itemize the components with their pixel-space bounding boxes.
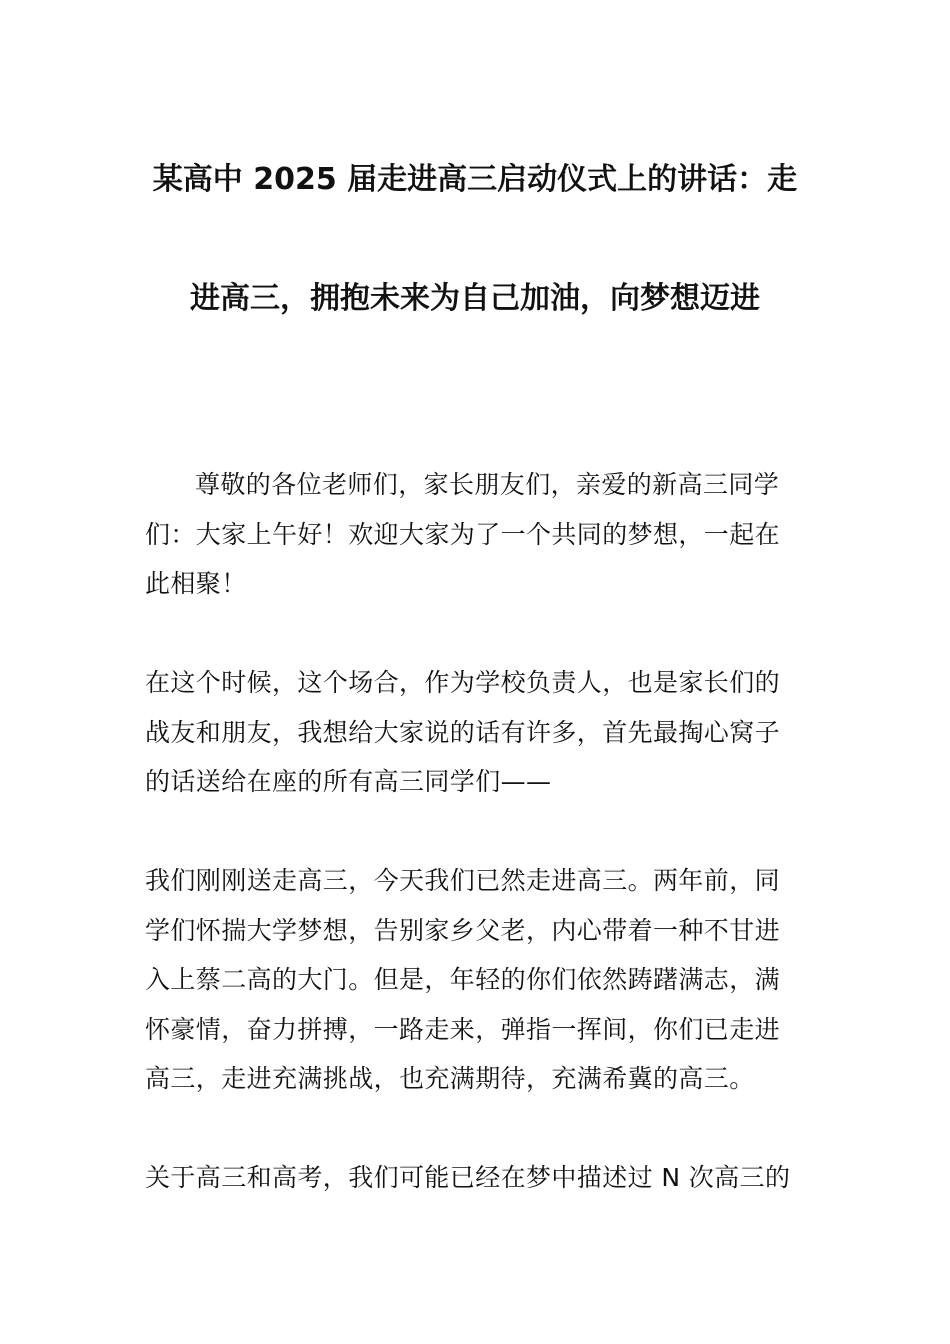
paragraph-line: 的话送给在座的所有高三同学们—— — [145, 767, 552, 797]
paragraph-line: 关于高三和高考，我们可能已经在梦中描述过 N 次高三的 — [145, 1163, 791, 1192]
paragraph-line: 在这个时候，这个场合，作为学校负责人，也是家长们的 — [145, 668, 781, 697]
document-title-line-2: 进高三，拥抱未来为自己加油，向梦想迈进 — [190, 281, 760, 316]
document-title-line-1: 某高中 2025 届走进高三启动仪式上的讲话：走 — [152, 162, 798, 197]
paragraph-about-exam — [145, 1153, 815, 1203]
paragraph-entering-senior-year — [145, 856, 815, 1104]
paragraph-line: 怀豪情，奋力拼搏，一路走来，弹指一挥间，你们已走进 — [145, 1014, 781, 1044]
paragraph-line: 我们刚刚送走高三，今天我们已然走进高三。两年前，同 — [145, 866, 781, 895]
paragraph-line: 学们怀揣大学梦想，告别家乡父老，内心带着一种不甘进 — [145, 915, 781, 945]
paragraph-introduction — [145, 658, 815, 807]
paragraph-line: 们：大家上午好！欢迎大家为了一个共同的梦想，一起在 — [145, 519, 781, 549]
paragraph-line: 尊敬的各位老师们，家长朋友们，亲爱的新高三同学 — [195, 470, 780, 499]
paragraph-line: 此相聚！ — [145, 569, 247, 599]
paragraph-line: 高三，走进充满挑战，也充满期待，充满希冀的高三。 — [145, 1064, 755, 1094]
paragraph-greeting — [145, 460, 815, 609]
paragraph-line: 战友和朋友，我想给大家说的话有许多，首先最掏心窝子 — [145, 717, 781, 747]
paragraph-line: 入上蔡二高的大门。但是，年轻的你们依然踌躇满志，满 — [145, 965, 781, 995]
